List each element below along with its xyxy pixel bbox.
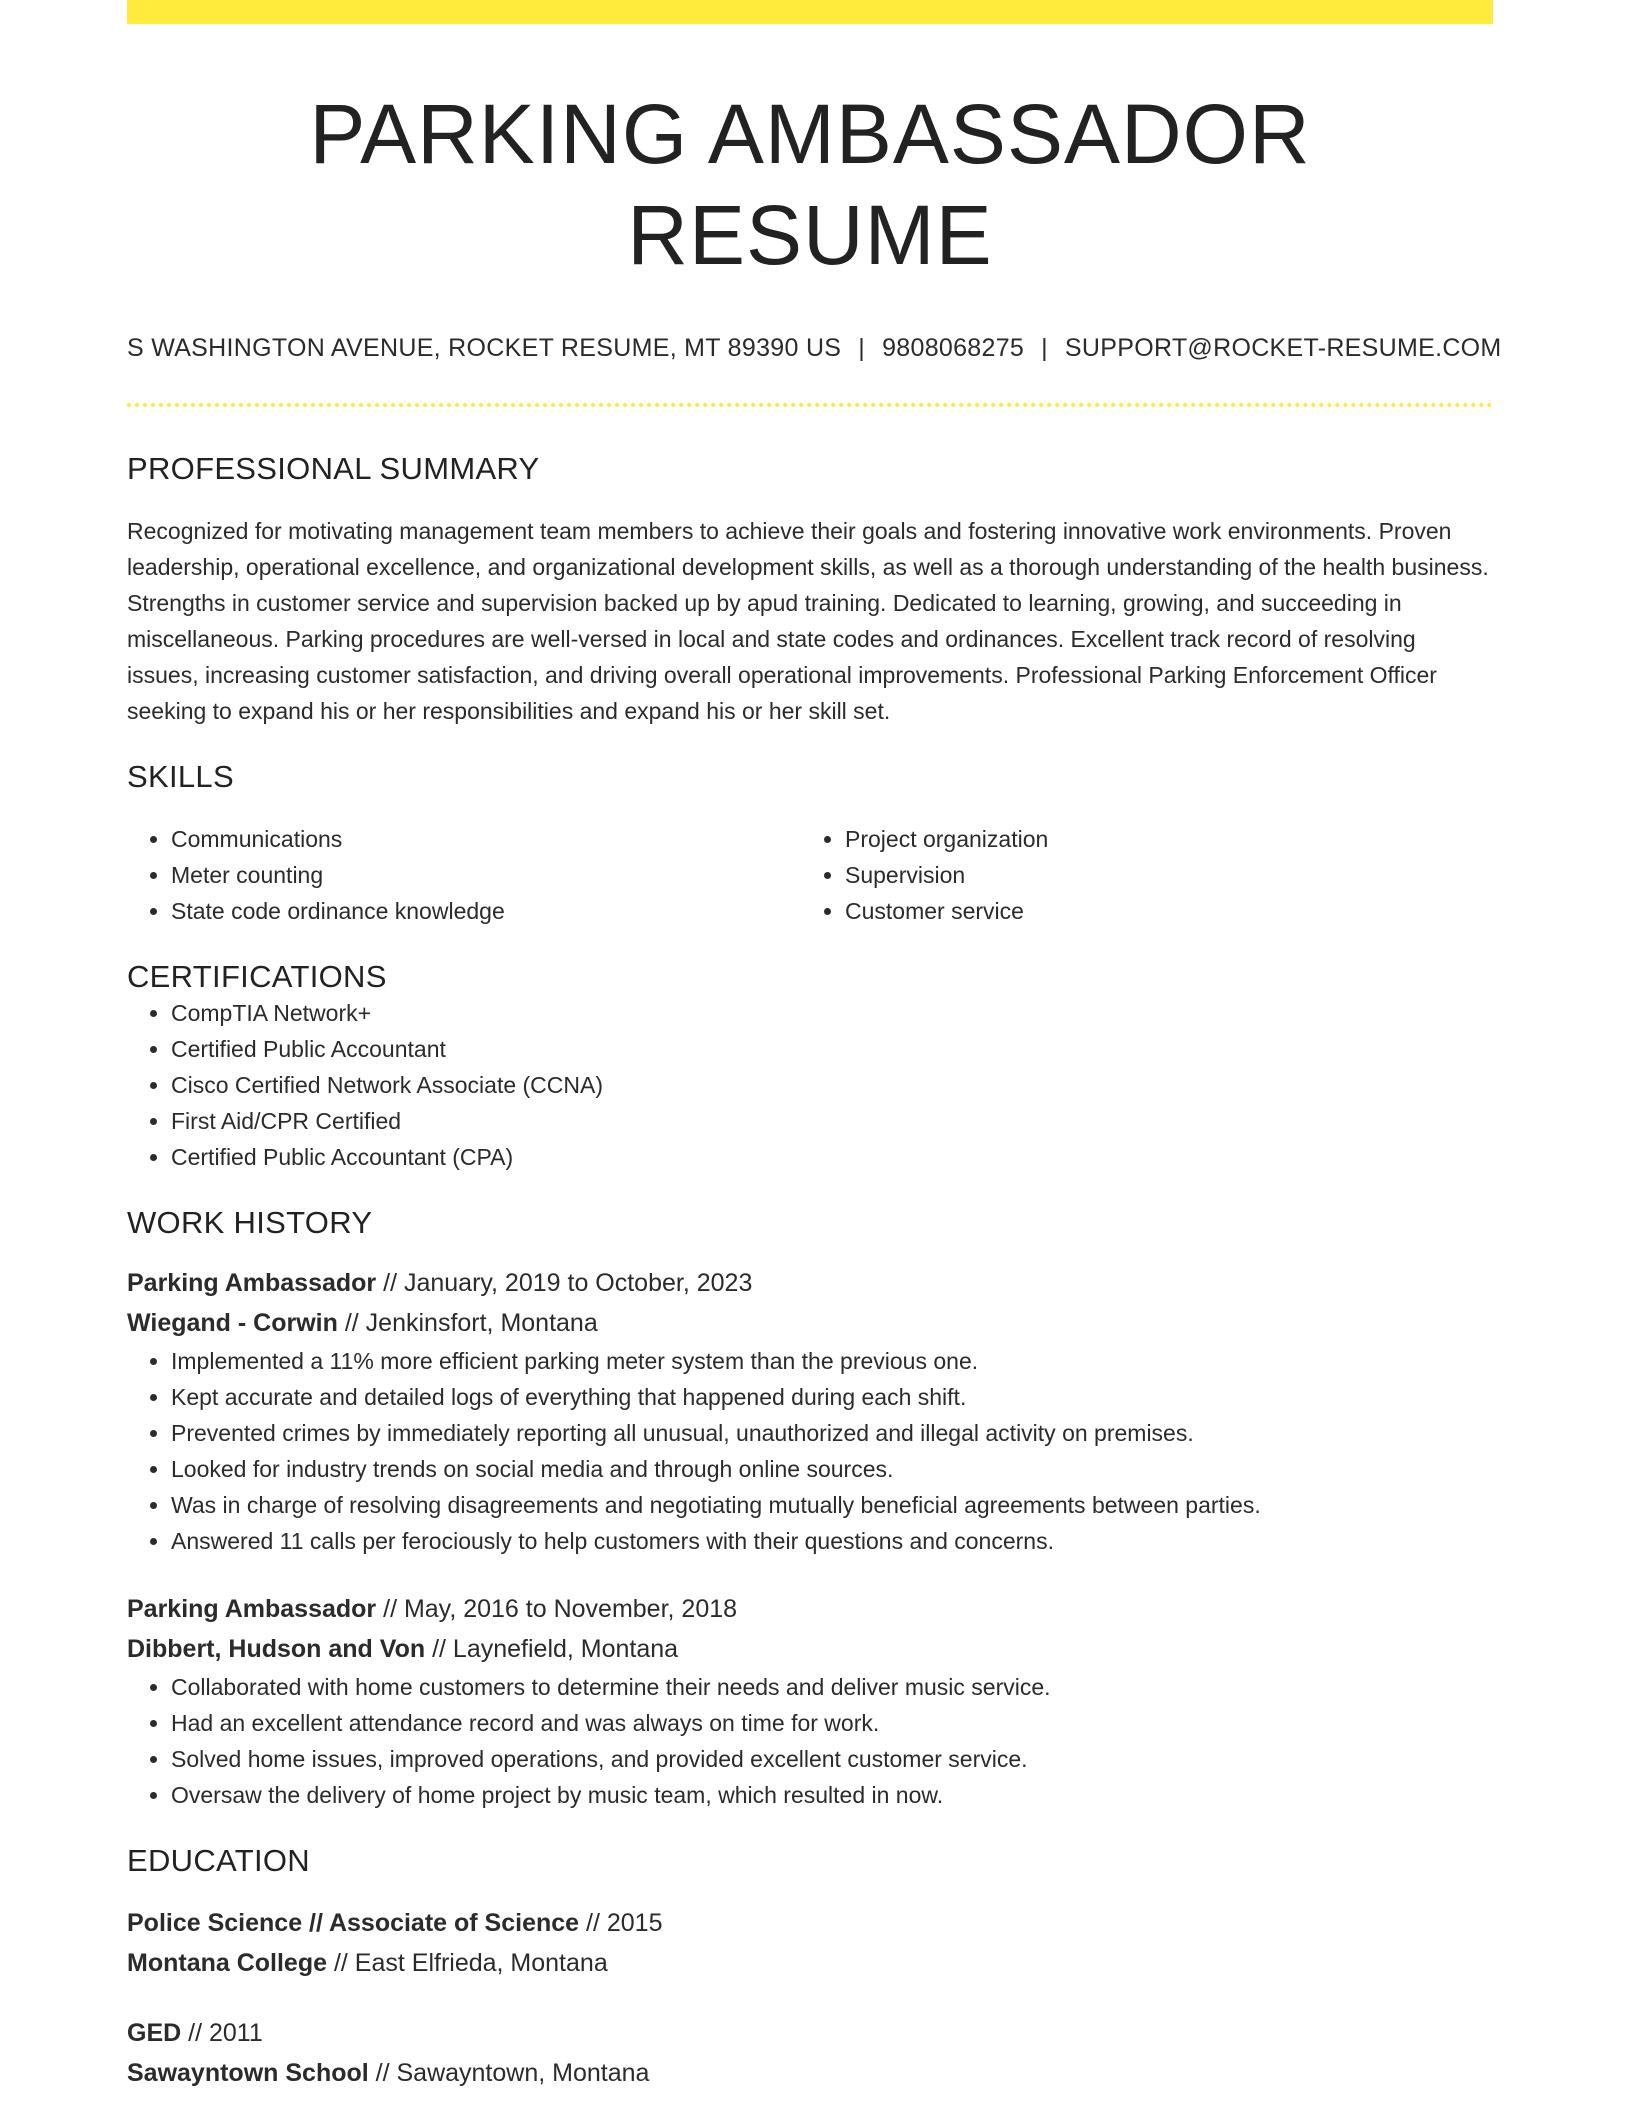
- job-location: // Jenkinsfort, Montana: [337, 1308, 598, 1337]
- job-duty: • Looked for industry trends on social media and through online sources.: [171, 1451, 1493, 1487]
- job-entry: [127, 1263, 1493, 1559]
- education-school-line: [127, 2053, 1493, 2093]
- job-duty: • Was in charge of resolving disagreements and negotiating mutually beneficial agreements between parties.: [171, 1487, 1493, 1523]
- skills-column-right: [801, 821, 1475, 929]
- top-accent-bar: [127, 0, 1493, 24]
- job-duty: • Solved home issues, improved operations, and provided excellent customer service.: [171, 1741, 1493, 1777]
- job-duty: • Answered 11 calls per ferociously to help customers with their questions and concerns.: [171, 1523, 1493, 1559]
- certification-item: • First Aid/CPR Certified: [171, 1103, 1493, 1139]
- job-dates: // May, 2016 to November, 2018: [376, 1594, 738, 1623]
- skill-item: • Project organization: [845, 821, 1475, 857]
- job-entry: [127, 1589, 1493, 1813]
- contact-separator: |: [1041, 333, 1048, 362]
- skills-column-left: [127, 821, 801, 929]
- job-title: Parking Ambassador: [127, 1268, 377, 1297]
- job-dates: // January, 2019 to October, 2023: [376, 1268, 753, 1297]
- skills-columns: [127, 821, 1493, 929]
- skill-item: • Customer service: [845, 893, 1475, 929]
- skill-item: • Communications: [171, 821, 801, 857]
- skill-item: • Meter counting: [171, 857, 801, 893]
- resume-title: PARKING AMBASSADOR RESUME: [309, 87, 1311, 282]
- education-school-line: [127, 1943, 1493, 1983]
- job-duty: • Had an excellent attendance record and was always on time for work.: [171, 1705, 1493, 1741]
- job-duty: • Implemented a 11% more efficient parking meter system than the previous one.: [171, 1343, 1493, 1379]
- certification-item: • Cisco Certified Network Associate (CCNA): [171, 1067, 1493, 1103]
- skills-heading: SKILLS: [127, 758, 234, 794]
- education-degree: Police Science // Associate of Science: [127, 1908, 580, 1937]
- education-heading: EDUCATION: [127, 1842, 310, 1878]
- contact-phone: 9808068275: [882, 333, 1025, 362]
- contact-line: [127, 333, 1502, 363]
- summary-heading: PROFESSIONAL SUMMARY: [127, 450, 540, 486]
- education-location: // East Elfrieda, Montana: [327, 1948, 608, 1977]
- summary-text: Recognized for motivating management team members to achieve their goals and fostering innovative work environments. Proven leadership, operational excellence, and organizational development skills, as well as a thorough understanding of the health business. Strengths in customer service and supervision backed up by apud training. Dedicated to learning, growing, and succeeding in miscellaneous. Parking procedures are well-versed in local and state codes and ordinances. Excellent track record of resolving issues, increasing customer satisfaction, and driving overall operational improvements. Professional Parking Enforcement Officer seeking to expand his or her responsibilities and expand his or her skill set.: [127, 517, 1489, 724]
- contact-address: S WASHINGTON AVENUE, ROCKET RESUME, MT 89390 US: [127, 333, 842, 362]
- job-title-line: [127, 1263, 1493, 1303]
- job-company-line: [127, 1629, 1493, 1669]
- certification-item: • Certified Public Accountant: [171, 1031, 1493, 1067]
- job-duty: • Collaborated with home customers to determine their needs and deliver music service.: [171, 1669, 1493, 1705]
- certifications-list: [127, 995, 1493, 1175]
- job-location: // Laynefield, Montana: [425, 1634, 679, 1663]
- job-title: Parking Ambassador: [127, 1594, 377, 1623]
- dotted-divider: [127, 403, 1493, 407]
- job-company: Wiegand - Corwin: [127, 1308, 338, 1337]
- education-degree-line: [127, 2013, 1493, 2053]
- work-history-heading: WORK HISTORY: [127, 1204, 373, 1240]
- certifications-heading: CERTIFICATIONS: [127, 958, 387, 994]
- job-duties-list: [127, 1343, 1493, 1559]
- skill-item: • Supervision: [845, 857, 1475, 893]
- certification-item: • CompTIA Network+: [171, 995, 1493, 1031]
- education-school: Sawayntown School: [127, 2058, 369, 2087]
- education-school: Montana College: [127, 1948, 328, 1977]
- education-degree: GED: [127, 2018, 182, 2047]
- certification-item: • Certified Public Accountant (CPA): [171, 1139, 1493, 1175]
- skills-list-left: [127, 821, 801, 929]
- job-duties-list: [127, 1669, 1493, 1813]
- contact-separator: |: [858, 333, 866, 362]
- job-duty: • Kept accurate and detailed logs of everything that happened during each shift.: [171, 1379, 1493, 1415]
- education-year: // 2015: [579, 1908, 663, 1937]
- education-entry: [127, 1903, 1493, 1983]
- resume-page: [127, 0, 1502, 2093]
- skill-item: • State code ordinance knowledge: [171, 893, 801, 929]
- job-title-line: [127, 1589, 1493, 1629]
- education-year: // 2011: [181, 2018, 263, 2047]
- job-duty: • Prevented crimes by immediately reporting all unusual, unauthorized and illegal activity on premises.: [171, 1415, 1493, 1451]
- education-location: // Sawayntown, Montana: [368, 2058, 650, 2087]
- job-duty: • Oversaw the delivery of home project by music team, which resulted in now.: [171, 1777, 1493, 1813]
- job-company: Dibbert, Hudson and Von: [127, 1634, 426, 1663]
- education-degree-line: [127, 1903, 1493, 1943]
- education-entry: [127, 2013, 1493, 2093]
- contact-email: SUPPORT@ROCKET-RESUME.COM: [1064, 333, 1502, 362]
- skills-list-right: [801, 821, 1475, 929]
- job-company-line: [127, 1303, 1493, 1343]
